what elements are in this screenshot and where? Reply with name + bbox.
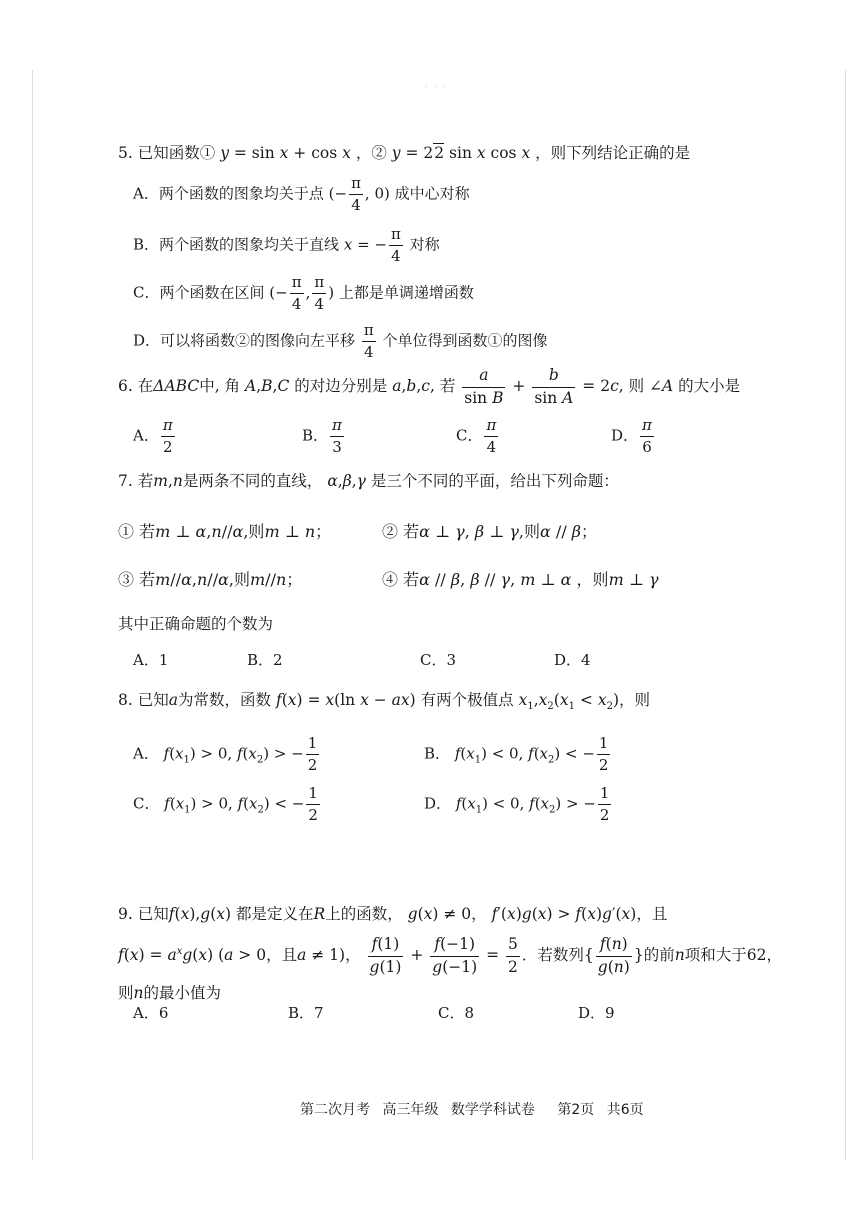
page-edge-right xyxy=(845,70,846,1160)
question-6-option-a[interactable]: A． $\frac{\pi}{2}$ xyxy=(133,416,173,456)
question-9-option-c[interactable]: C．8 xyxy=(438,1004,475,1022)
question-7-option-a[interactable]: A．1 xyxy=(133,651,169,669)
question-6-option-c[interactable]: C． $\frac{\pi}{4}$ xyxy=(456,416,497,456)
question-6-stem: 6. 在ΔABC中, 角 A,B,C 的对边分别是 a,b,c, 若 $\frac{a}{\text{sin B}}$ + $\frac{b}{\text{sin A}}$ = 2c, 则 ∠A 的大小是 xyxy=(118,366,741,407)
question-7-prop-3: ③ 若m//α,n//α,则m//n； xyxy=(118,570,303,589)
question-9-option-a[interactable]: A．6 xyxy=(133,1004,169,1022)
question-7-option-c[interactable]: C．3 xyxy=(420,651,457,669)
question-6-option-d[interactable]: D． $\frac{\pi}{6}$ xyxy=(611,416,652,456)
question-8-option-c[interactable]: C． $f(x_1) > 0$, $f(x_2)$ < − $\frac{1}{2}$ xyxy=(133,784,318,824)
question-5-option-d[interactable]: D．可以将函数②的图像向左平移 $\frac{\pi}{4}$ 个单位得到函数①的图像 xyxy=(133,321,548,361)
question-7-option-d[interactable]: D．4 xyxy=(554,651,591,669)
question-9-stem-line-2: $f(x) = a^xg(x) (a > 0$，且a ≠ 1)， $\frac{f(1)}{g(1)}$ + $\frac{f(-1)}{g(-1)}$ = $\frac{5}{2}$ ．若数列{ $\frac{f(n)}{g(n)}$ }的前n项和大于62， xyxy=(118,935,782,976)
question-8-option-a[interactable]: A． $f(x_1) > 0$, $f(x_2)$ > − $\frac{1}{2}$ xyxy=(133,734,318,774)
question-7-prop-1: ① 若m ⊥ α,n//α,则m ⊥ n； xyxy=(118,522,332,541)
footer-page: 第2页 xyxy=(557,1102,595,1118)
question-7-summary: 其中正确命题的个数为 xyxy=(118,615,274,633)
question-7-option-b[interactable]: B．2 xyxy=(247,651,283,669)
footer-exam: 第二次月考 xyxy=(300,1102,370,1118)
footer-total: 共6页 xyxy=(606,1102,644,1118)
question-8-option-b[interactable]: B． $f(x_1) < 0$, $f(x_2)$ < − $\frac{1}{2}$ xyxy=(424,734,609,774)
question-8-stem: 8. 已知a为常数，函数 f(x) = x(ln x − ax) 有两个极值点 $x_1,x_2(x_1 < x_2)$，则 xyxy=(118,691,651,713)
question-9-option-d[interactable]: D．9 xyxy=(578,1004,615,1022)
question-7-prop-4: ④ 若α // β, β // γ, m ⊥ α ，则m ⊥ γ xyxy=(382,570,659,589)
question-5-stem: 5. 已知函数① y = sin x + cos x ，② y = 22 sin x cos x ，则下列结论正确的是 xyxy=(118,144,691,162)
page-footer xyxy=(300,1099,652,1119)
question-5-option-a[interactable]: A．两个函数的图象均关于点 (− $\frac{\pi}{4}$ , 0) 成中心对称 xyxy=(133,174,470,214)
question-6-option-b[interactable]: B． $\frac{\pi}{3}$ xyxy=(302,416,342,456)
footer-subject: 数学学科试卷 xyxy=(450,1102,535,1118)
question-9-stem-line-1: 9. 已知f(x),g(x) 都是定义在R上的函数， g(x) ≠ 0， f′(x)g(x) > f(x)g′(x)，且 xyxy=(118,905,668,923)
question-9-stem-line-3: 则n的最小值为 xyxy=(118,984,222,1002)
question-7-stem: 7. 若m,n是两条不同的直线， α,β,γ 是三个不同的平面，给出下列命题： xyxy=(118,472,619,490)
question-9-option-b[interactable]: B．7 xyxy=(288,1004,324,1022)
question-5-option-c[interactable]: C．两个函数在区间 (− $\frac{\pi}{4}$ , $\frac{\pi}{4}$ ) 上都是单调递增函数 xyxy=(133,273,474,313)
scan-mark: · · · xyxy=(425,82,448,91)
question-8-option-d[interactable]: D． $f(x_1) < 0$, $f(x_2)$ > − $\frac{1}{2}$ xyxy=(424,784,610,824)
question-7-prop-2: ② 若α ⊥ γ, β ⊥ γ,则α // β； xyxy=(382,522,598,541)
footer-grade: 高三年级 xyxy=(382,1102,439,1118)
question-5-option-b[interactable]: B．两个函数的图象均关于直线 x = − $\frac{\pi}{4}$ 对称 xyxy=(133,225,440,265)
page-edge-left xyxy=(32,70,33,1160)
